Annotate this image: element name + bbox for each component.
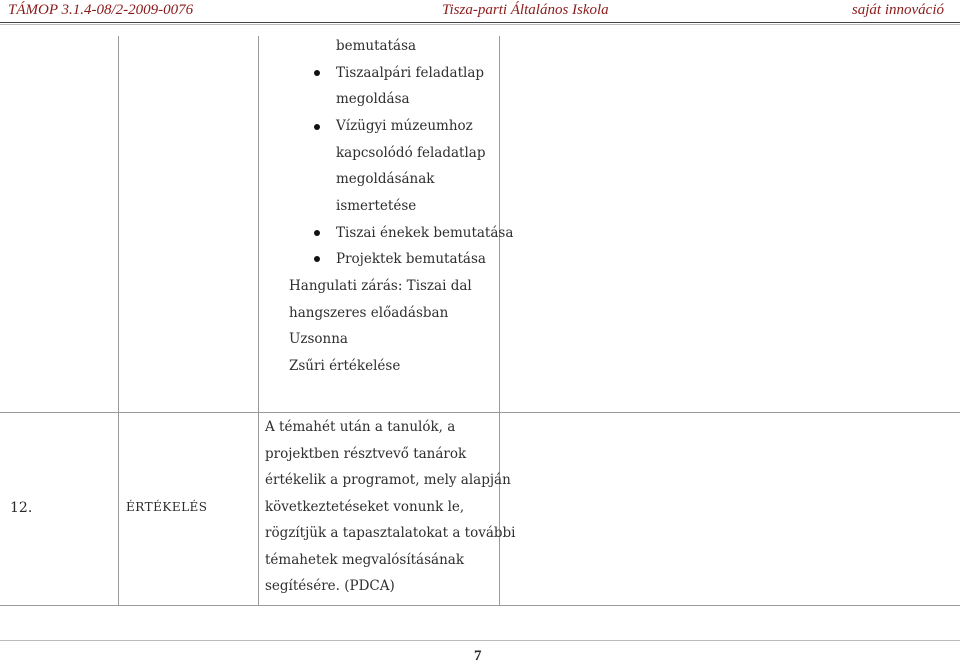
description-line: értékelik a programot, mely alapján	[265, 472, 511, 488]
header-school-name: Tisza-parti Általános Iskola	[442, 2, 609, 18]
list-item: kapcsolódó feladatlap	[336, 145, 486, 161]
description-line: A témahét után a tanulók, a	[265, 419, 456, 435]
description-line: segítésére. (PDCA)	[265, 578, 395, 594]
description-line: következtetéseket vonunk le,	[265, 499, 465, 515]
table-row-divider	[0, 412, 960, 413]
list-item: Tiszaalpári feladatlap	[336, 65, 485, 81]
bullet-icon	[314, 230, 320, 236]
list-item: megoldása	[336, 91, 410, 107]
description-line: projektben résztvevő tanárok	[265, 446, 467, 462]
list-item: hangszeres előadásban	[289, 305, 449, 321]
list-item: ismertetése	[336, 198, 417, 214]
page-header	[0, 0, 960, 22]
page-number: 7	[474, 648, 482, 664]
table-col-divider-1	[118, 36, 119, 605]
list-item: Hangulati zárás: Tiszai dal	[289, 278, 472, 294]
list-item: Projektek bemutatása	[336, 251, 486, 267]
bullet-icon	[314, 124, 320, 130]
header-project-code: TÁMOP 3.1.4-08/2-2009-0076	[8, 2, 194, 18]
list-item: megoldásának	[336, 171, 435, 187]
table-bottom-border	[0, 605, 960, 606]
header-rule	[0, 22, 960, 23]
list-item: bemutatása	[336, 38, 417, 54]
list-item: Tiszai énekek bemutatása	[336, 225, 514, 241]
row-phase-label: ÉRTÉKELÉS	[126, 500, 208, 514]
list-item: Uzsonna	[289, 331, 348, 347]
description-line: témahetek megvalósításának	[265, 552, 465, 568]
bullet-icon	[314, 256, 320, 262]
table-col-divider-2	[258, 36, 259, 605]
row-number: 12.	[10, 500, 33, 516]
bullet-icon	[314, 70, 320, 76]
footer-rule	[0, 640, 960, 641]
list-item: Zsűri értékelése	[289, 358, 401, 374]
list-item: Vízügyi múzeumhoz	[336, 118, 473, 134]
header-rule-secondary	[0, 24, 960, 25]
header-innovation-label: saját innováció	[851, 2, 944, 18]
description-line: rögzítjük a tapasztalatokat a további	[265, 525, 516, 541]
